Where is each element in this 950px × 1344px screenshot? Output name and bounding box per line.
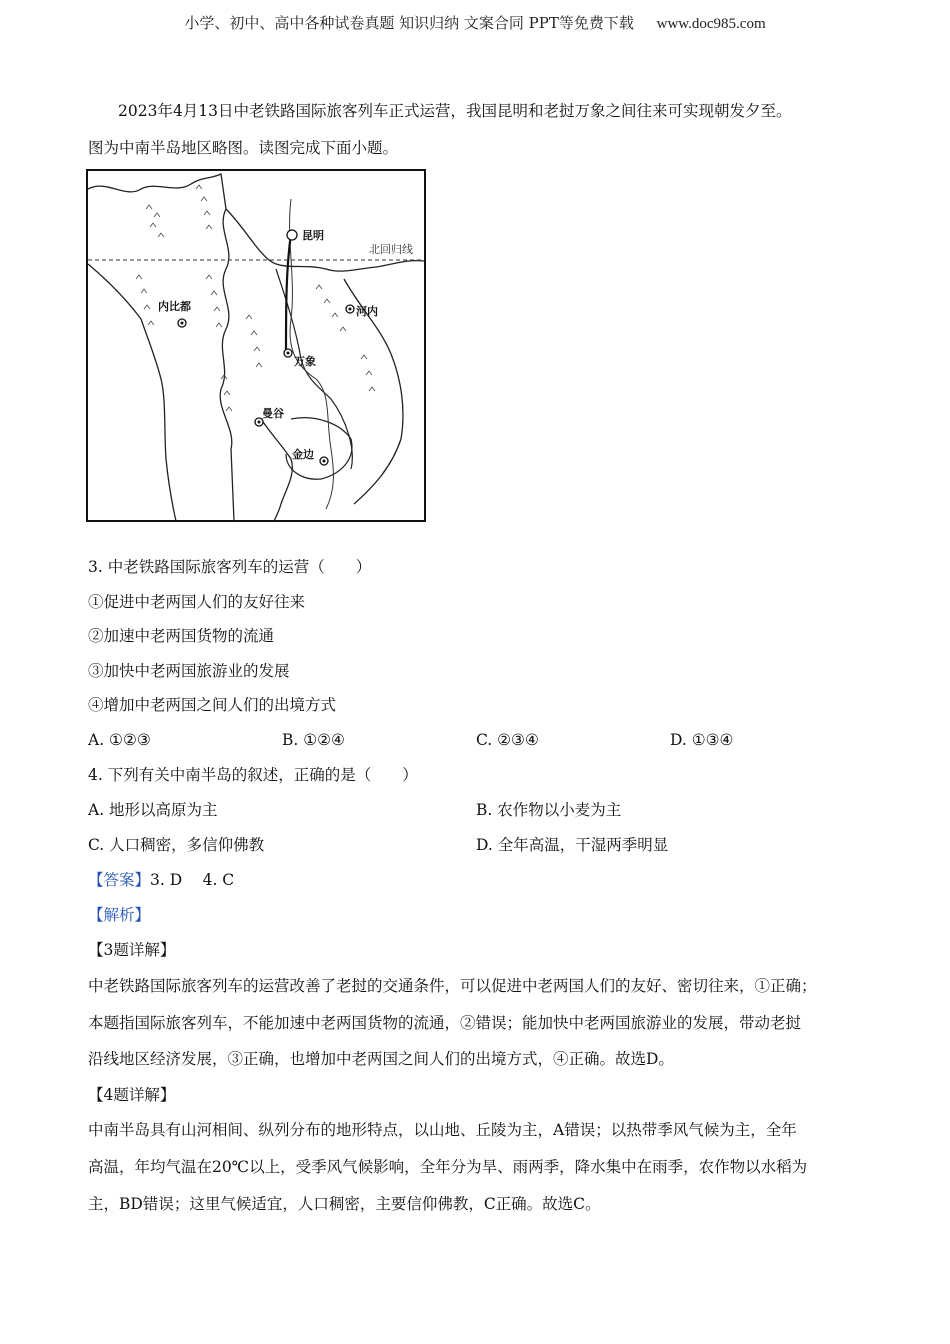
map-frame bbox=[87, 170, 425, 521]
q3-option-d: D. ①③④ bbox=[670, 731, 734, 749]
detail3-line-2: 本题指国际旅客列车，不能加速中老两国货物的流通，②错误；能加快中老两国旅游业的发展，带动老挝 bbox=[88, 1014, 802, 1032]
header-site-link[interactable]: www.doc985.com bbox=[656, 16, 766, 32]
label-vientiane: 万象 bbox=[294, 355, 316, 368]
kunming-marker bbox=[287, 230, 297, 240]
detail4-line-2: 高温，年均气温在20℃以上，受季风气候影响，全年分为旱、雨两季，降水集中在雨季，农作物以水稻为 bbox=[88, 1158, 808, 1176]
q3-option-c: C. ②③④ bbox=[476, 731, 539, 749]
label-hanoi: 河内 bbox=[356, 305, 378, 318]
header-text: 小学、初中、高中各种试卷真题 知识归纳 文案合同 PPT等免费下载 bbox=[184, 14, 634, 32]
detail3-tag: 【3题详解】 bbox=[88, 941, 176, 959]
q3-item-2: ②加速中老两国货物的流通 bbox=[88, 627, 275, 645]
indochina-map bbox=[86, 169, 426, 522]
page-header bbox=[0, 12, 950, 33]
q3-item-3: ③加快中老两国旅游业的发展 bbox=[88, 662, 290, 680]
answer-text: 3. D 4. C bbox=[150, 871, 235, 889]
detail3-line-3: 沿线地区经济发展，③正确，也增加中老两国之间人们的出境方式，④正确。故选D。 bbox=[88, 1050, 674, 1068]
q4-option-b: B. 农作物以小麦为主 bbox=[476, 801, 622, 819]
q3-option-a: A. ①②③ bbox=[88, 731, 151, 749]
intro-line-1: 2023年4月13日中老铁路国际旅客列车正式运营，我国昆明和老挝万象之间往来可实现朝发夕至。 bbox=[118, 102, 792, 120]
label-kunming: 昆明 bbox=[302, 229, 324, 242]
q3-item-1: ①促进中老两国人们的友好往来 bbox=[88, 593, 306, 611]
q3-option-b: B. ①②④ bbox=[282, 731, 345, 749]
detail3-line-1: 中老铁路国际旅客列车的运营改善了老挝的交通条件，可以促进中老两国人们的友好、密切往来，①正确； bbox=[88, 977, 817, 995]
q4-stem: 4. 下列有关中南半岛的叙述，正确的是（ ） bbox=[88, 766, 418, 784]
label-phnompenh: 金边 bbox=[292, 448, 314, 461]
detail4-line-1: 中南半岛具有山河相间、纵列分布的地形特点，以山地、丘陵为主，A错误；以热带季风气候为主，全年 bbox=[88, 1121, 797, 1139]
q3-item-4: ④增加中老两国之间人们的出境方式 bbox=[88, 696, 337, 714]
q3-stem: 3. 中老铁路国际旅客列车的运营（ ） bbox=[88, 558, 372, 576]
q4-option-a: A. 地形以高原为主 bbox=[88, 801, 218, 819]
label-naypyidaw: 内比都 bbox=[158, 300, 191, 313]
detail4-line-3: 主，BD错误；这里气候适宜，人口稠密，主要信仰佛教，C正确。故选C。 bbox=[88, 1195, 601, 1213]
label-bangkok: 曼谷 bbox=[262, 407, 284, 420]
intro-line-2: 图为中南半岛地区略图。读图完成下面小题。 bbox=[88, 139, 399, 157]
detail4-tag: 【4题详解】 bbox=[88, 1086, 176, 1104]
analysis-tag: 【解析】 bbox=[88, 906, 151, 924]
q4-option-d: D. 全年高温，干湿两季明显 bbox=[476, 836, 669, 854]
answer-tag: 【答案】 bbox=[88, 871, 151, 889]
label-tropic: 北回归线 bbox=[369, 243, 413, 256]
q4-option-c: C. 人口稠密，多信仰佛教 bbox=[88, 836, 265, 854]
answer-line bbox=[88, 869, 234, 891]
